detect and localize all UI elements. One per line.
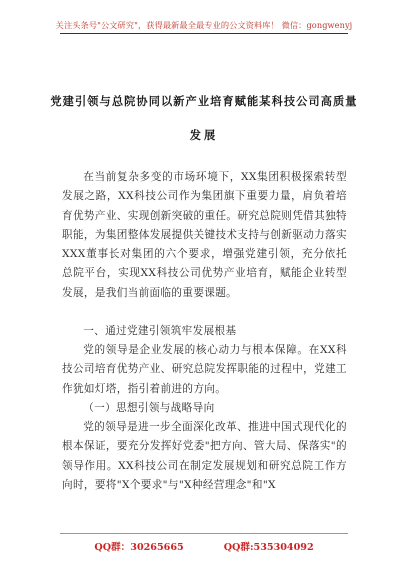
- body-paragraph-intro: [62, 168, 347, 303]
- section-heading-1: [62, 322, 347, 341]
- footer-divider: [60, 533, 348, 534]
- body-paragraph-2: [62, 341, 347, 399]
- paragraph-text: 在当前复杂多变的市场环境下，XX集团积极探索转型发展之路，XX科技公司作为集团旗下重要力量，肩负着培育优势产业、实现创新突破的重任。研究总院则凭借其独特职能，为集团整体发展提供关键技术支持与创新驱动力落实XXX董事长对集团的六个要求，增强党建引领，充分依托总院平台，实现XX科技公司优势产业培育，赋能企业转型发展，是我们当前面临的重要课题。: [62, 171, 347, 299]
- heading-text: （一）思想引领与战略导向: [83, 402, 215, 414]
- footer-contact: [0, 539, 408, 553]
- body-paragraph-3: [62, 418, 347, 495]
- subsection-heading-1: [62, 399, 347, 418]
- footer-qq-group-1: QQ群：30265665: [94, 542, 184, 553]
- paragraph-text: 党的领导是企业发展的核心动力与根本保障。在XX科技公司培育优势产业、研究总院发挥职能的过程中，党建工作犹如灯塔，指引着前进的方向。: [62, 344, 347, 395]
- footer-qq-group-2: QQ群:535304092: [223, 542, 314, 553]
- paragraph-text: 党的领导是进一步全面深化改革、推进中国式现代化的根本保证，要充分发挥好党委"把方向、管大局、保落实"的领导作用。XX科技公司在制定发展规划和研究总院工作方向时，要将"X个要求"与"X种经营理念"和"X: [62, 421, 347, 491]
- header-note: 关注头条号"公文研究"，获得最新最全最专业的公文资料库！ 微信：gongwenyj: [55, 20, 353, 30]
- header-divider: [60, 33, 348, 34]
- heading-text: 一、通过党建引领筑牢发展根基: [83, 325, 237, 337]
- document-title-line-1: 党建引领与总院协同以新产业培育赋能某科技公司高质量: [50, 94, 358, 108]
- document-title-line-2: 发展: [189, 128, 219, 142]
